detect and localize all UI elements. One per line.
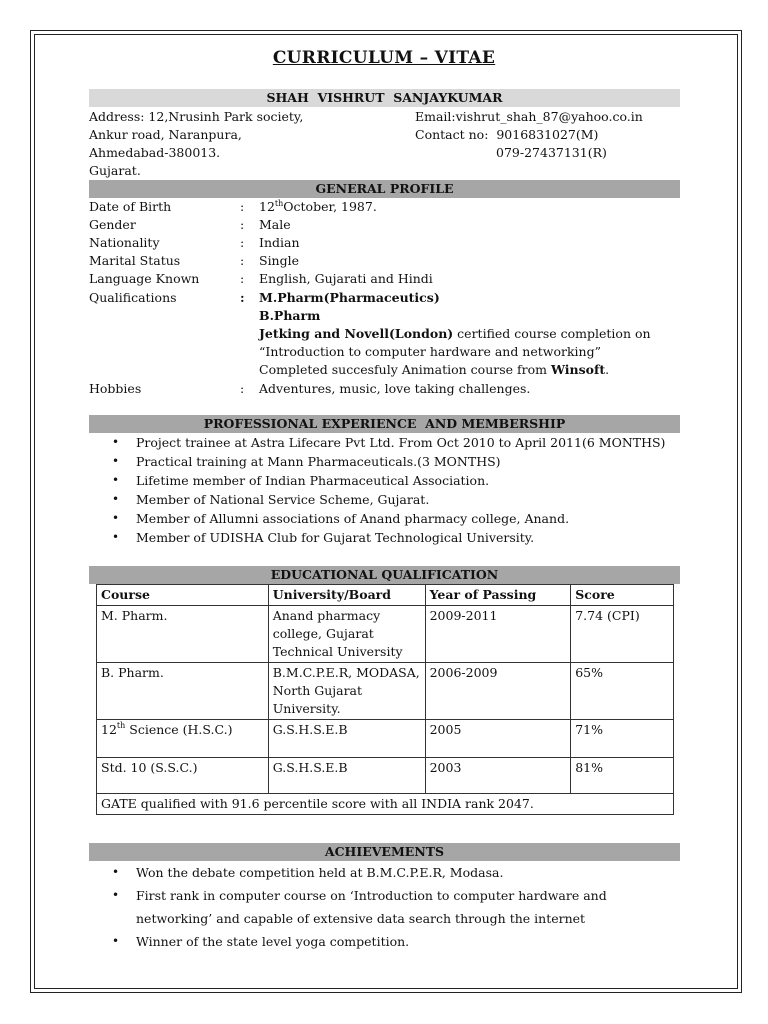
course-num: 12 xyxy=(101,722,117,737)
education-heading-text: EDUCATIONAL QUALIFICATION xyxy=(270,567,499,582)
list-item: • Member of Allumni associations of Anand pharmacy college, Anand. xyxy=(112,509,665,528)
experience-heading xyxy=(89,415,680,433)
language-label: Language Known xyxy=(89,271,200,286)
marital-label: Marital Status xyxy=(89,253,181,268)
cell-course: B. Pharm. xyxy=(97,663,269,720)
qualification-jetking xyxy=(259,326,651,342)
course-sup: th xyxy=(116,721,126,730)
marital-value: Single xyxy=(259,253,300,268)
table-row xyxy=(97,758,674,794)
table-row xyxy=(97,663,674,720)
colon: : xyxy=(240,381,245,396)
cell-year: 2003 xyxy=(425,758,571,794)
colon: : xyxy=(240,235,245,250)
list-item: • Member of UDISHA Club for Gujarat Technological University. xyxy=(112,528,665,547)
jetking-bold: Jetking and Novell(London) xyxy=(259,326,454,341)
colon: : xyxy=(240,253,245,268)
dob-rest: October, 1987. xyxy=(283,199,377,214)
candidate-name: SHAH VISHRUT SANJAYKUMAR xyxy=(266,90,503,105)
contact-mobile: Contact no: 9016831027(M) xyxy=(415,127,599,142)
list-item: • Winner of the state level yoga competition. xyxy=(112,930,607,953)
table-row xyxy=(97,606,674,663)
document-title: CURRICULUM – VITAE xyxy=(272,48,496,68)
language-value: English, Gujarati and Hindi xyxy=(259,271,433,286)
achievements-heading-text: ACHIEVEMENTS xyxy=(324,844,445,859)
education-table xyxy=(96,584,674,815)
qualification-mpharm: M.Pharm(Pharmaceutics) xyxy=(259,290,440,305)
cell-board: G.S.H.S.E.B xyxy=(268,758,425,794)
general-profile-heading-text: GENERAL PROFILE xyxy=(315,181,454,196)
jetking-rest: certified course completion on xyxy=(453,326,651,341)
achievement-line-2: networking’ and capable of extensive data search through the internet xyxy=(136,911,586,926)
cell-score: 65% xyxy=(571,663,674,720)
hobbies-value: Adventures, music, love taking challenges. xyxy=(259,381,531,396)
cell-year: 2009-2011 xyxy=(425,606,571,663)
dob-label: Date of Birth xyxy=(89,199,172,214)
cell-score: 71% xyxy=(571,720,674,758)
dob-value xyxy=(259,199,377,215)
table-footer-row xyxy=(97,794,674,815)
qualification-bpharm: B.Pharm xyxy=(259,308,321,323)
table-row xyxy=(97,720,674,758)
animation-end: . xyxy=(605,362,610,377)
cell-board: G.S.H.S.E.B xyxy=(268,720,425,758)
col-header-year: Year of Passing xyxy=(425,585,571,606)
experience-list xyxy=(112,433,665,547)
qualifications-label: Qualifications xyxy=(89,290,177,305)
cell-score: 7.74 (CPI) xyxy=(571,606,674,663)
dob-sup: th xyxy=(274,199,284,208)
email-text: Email:vishrut_shah_87@yahoo.co.in xyxy=(415,109,643,124)
nationality-value: Indian xyxy=(259,235,300,250)
list-item: • Won the debate competition held at B.M.C.P.E.R, Modasa. xyxy=(112,861,607,884)
cell-year: 2005 xyxy=(425,720,571,758)
achievement-line-1: First rank in computer course on ‘Introduction to computer hardware and xyxy=(136,888,607,903)
cell-board: B.M.C.P.E.R, MODASA, North Gujarat University. xyxy=(268,663,425,720)
col-header-board: University/Board xyxy=(268,585,425,606)
dob-day: 12 xyxy=(259,199,275,214)
address-line-3: Ahmedabad-380013. xyxy=(89,145,221,160)
address-line-2: Ankur road, Naranpura, xyxy=(89,127,242,142)
list-item: • Member of National Service Scheme, Gujarat. xyxy=(112,490,665,509)
cell-course: Std. 10 (S.S.C.) xyxy=(97,758,269,794)
general-profile-heading xyxy=(89,180,680,198)
name-bar xyxy=(89,89,680,107)
colon: : xyxy=(240,271,245,286)
cell-year: 2006-2009 xyxy=(425,663,571,720)
list-item: • Project trainee at Astra Lifecare Pvt Ltd. From Oct 2010 to April 2011(6 MONTHS) xyxy=(112,433,665,452)
education-heading xyxy=(89,566,680,584)
address-line-4: Gujarat. xyxy=(89,163,141,178)
colon: : xyxy=(240,290,245,305)
cell-board: Anand pharmacy college, Gujarat Technical University xyxy=(268,606,425,663)
experience-heading-text: PROFESSIONAL EXPERIENCE AND MEMBERSHIP xyxy=(203,416,566,431)
table-header-row xyxy=(97,585,674,606)
achievements-list xyxy=(112,861,607,953)
gate-note: GATE qualified with 91.6 percentile score with all INDIA rank 2047. xyxy=(97,794,674,815)
contact-residence: 079-27437131(R) xyxy=(496,145,607,160)
colon: : xyxy=(240,199,245,214)
nationality-label: Nationality xyxy=(89,235,160,250)
col-header-course: Course xyxy=(97,585,269,606)
address-line-1: Address: 12,Nrusinh Park society, xyxy=(89,109,304,124)
qualification-animation xyxy=(259,362,609,378)
cell-score: 81% xyxy=(571,758,674,794)
cell-course xyxy=(97,720,269,758)
gender-label: Gender xyxy=(89,217,136,232)
animation-rest: Completed succesfuly Animation course from xyxy=(259,362,551,377)
achievements-heading xyxy=(89,843,680,861)
winsoft-bold: Winsoft xyxy=(550,362,606,377)
list-item: • Practical training at Mann Pharmaceuticals.(3 MONTHS) xyxy=(112,452,665,471)
qualification-course-title: “Introduction to computer hardware and networking” xyxy=(259,344,601,359)
colon: : xyxy=(240,217,245,232)
col-header-score: Score xyxy=(571,585,674,606)
gender-value: Male xyxy=(259,217,291,232)
course-rest: Science (H.S.C.) xyxy=(125,722,233,737)
cell-course: M. Pharm. xyxy=(97,606,269,663)
list-item xyxy=(112,884,607,930)
list-item: • Lifetime member of Indian Pharmaceutical Association. xyxy=(112,471,665,490)
hobbies-label: Hobbies xyxy=(89,381,142,396)
